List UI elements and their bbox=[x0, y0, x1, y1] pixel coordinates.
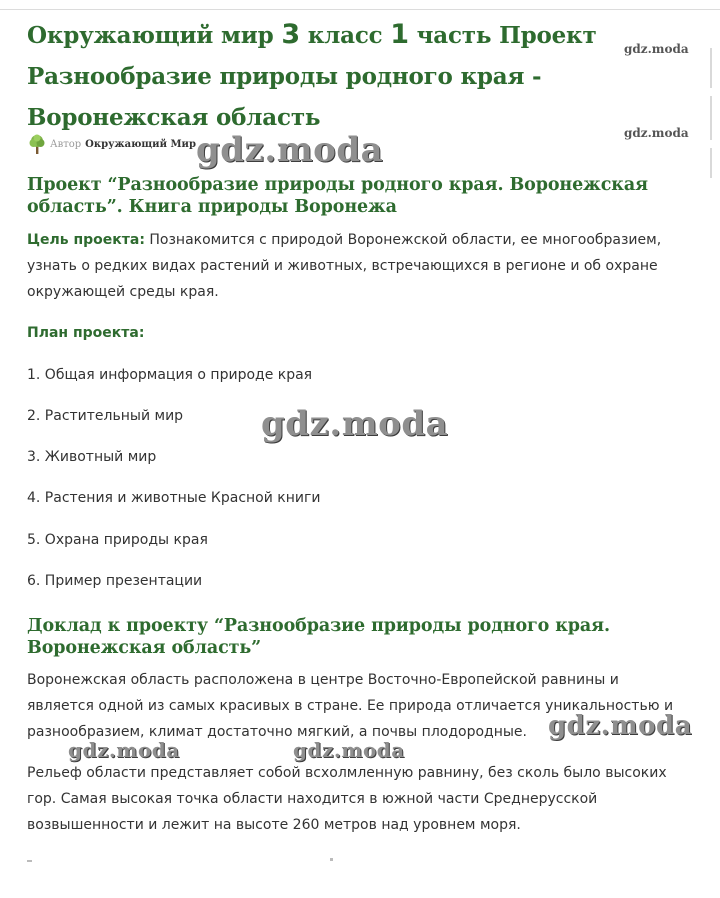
watermark: gdz.moda bbox=[548, 711, 693, 741]
title-part1: Окружающий мир bbox=[27, 22, 282, 49]
plan-item: 5. Охрана природы края bbox=[27, 532, 208, 548]
goal-label: Цель проекта: bbox=[27, 232, 145, 248]
project-goal bbox=[27, 227, 687, 305]
title-grade: 3 bbox=[281, 19, 300, 50]
top-border bbox=[0, 0, 720, 10]
title-part-number: 1 bbox=[390, 19, 409, 50]
report-paragraph-1: Воронежская область расположена в центре Восточно-Европейской равнины и является одной из самых красивых в стране. Ее природа отличается уникальностью и разнообразием, климат достаточно мягкий, а почвы плодородные. bbox=[27, 672, 674, 740]
plan-item: 6. Пример презентации bbox=[27, 573, 203, 589]
right-rail-decoration bbox=[706, 48, 720, 178]
watermark: gdz.moda bbox=[196, 130, 384, 170]
author-line bbox=[27, 133, 196, 155]
plan-item: 1. Общая информация о природе края bbox=[27, 367, 313, 383]
author-name-link[interactable]: Окружающий Мир bbox=[85, 138, 196, 150]
section1-heading: Проект “Разнообразие природы родного края. Воронежская область”. Книга природы Воронежа bbox=[27, 175, 648, 217]
plan-item: 2. Растительный мир bbox=[27, 408, 184, 424]
tree-icon bbox=[27, 133, 47, 155]
page-title bbox=[27, 14, 687, 138]
title-part3: часть Проект Разнообразие природы родного края - Воронежская область bbox=[27, 22, 597, 131]
report-paragraph-2: Рельеф области представляет собой всхолмленную равнину, без сколь было высоких гор. Самая высокая точка области находится в южной части Среднерусской возвышенности и лежит на высоте 260 метров над уровнем моря. bbox=[27, 765, 667, 833]
plan-label: План проекта: bbox=[27, 325, 145, 341]
article-header bbox=[27, 14, 687, 138]
watermark: gdz.moda bbox=[293, 738, 405, 762]
watermark: gdz.moda bbox=[261, 404, 449, 444]
plan-item: 3. Животный мир bbox=[27, 449, 157, 465]
watermark: gdz.moda bbox=[68, 738, 180, 762]
watermark: gdz.moda bbox=[624, 126, 689, 140]
cutoff-text-fragment bbox=[27, 858, 347, 864]
plan-item: 4. Растения и животные Красной книги bbox=[27, 490, 321, 506]
title-part2: класс bbox=[299, 22, 391, 49]
section2-heading: Доклад к проекту “Разнообразие природы родного края. Воронежская область” bbox=[27, 616, 610, 658]
author-prefix: Автор bbox=[50, 138, 82, 150]
goal-text: Познакомится с природой Воронежской области, ее многообразием, узнать о редких видах растений и животных, встречающихся в регионе и об охране окружающей среды края. bbox=[27, 232, 662, 300]
watermark: gdz.moda bbox=[624, 42, 689, 56]
